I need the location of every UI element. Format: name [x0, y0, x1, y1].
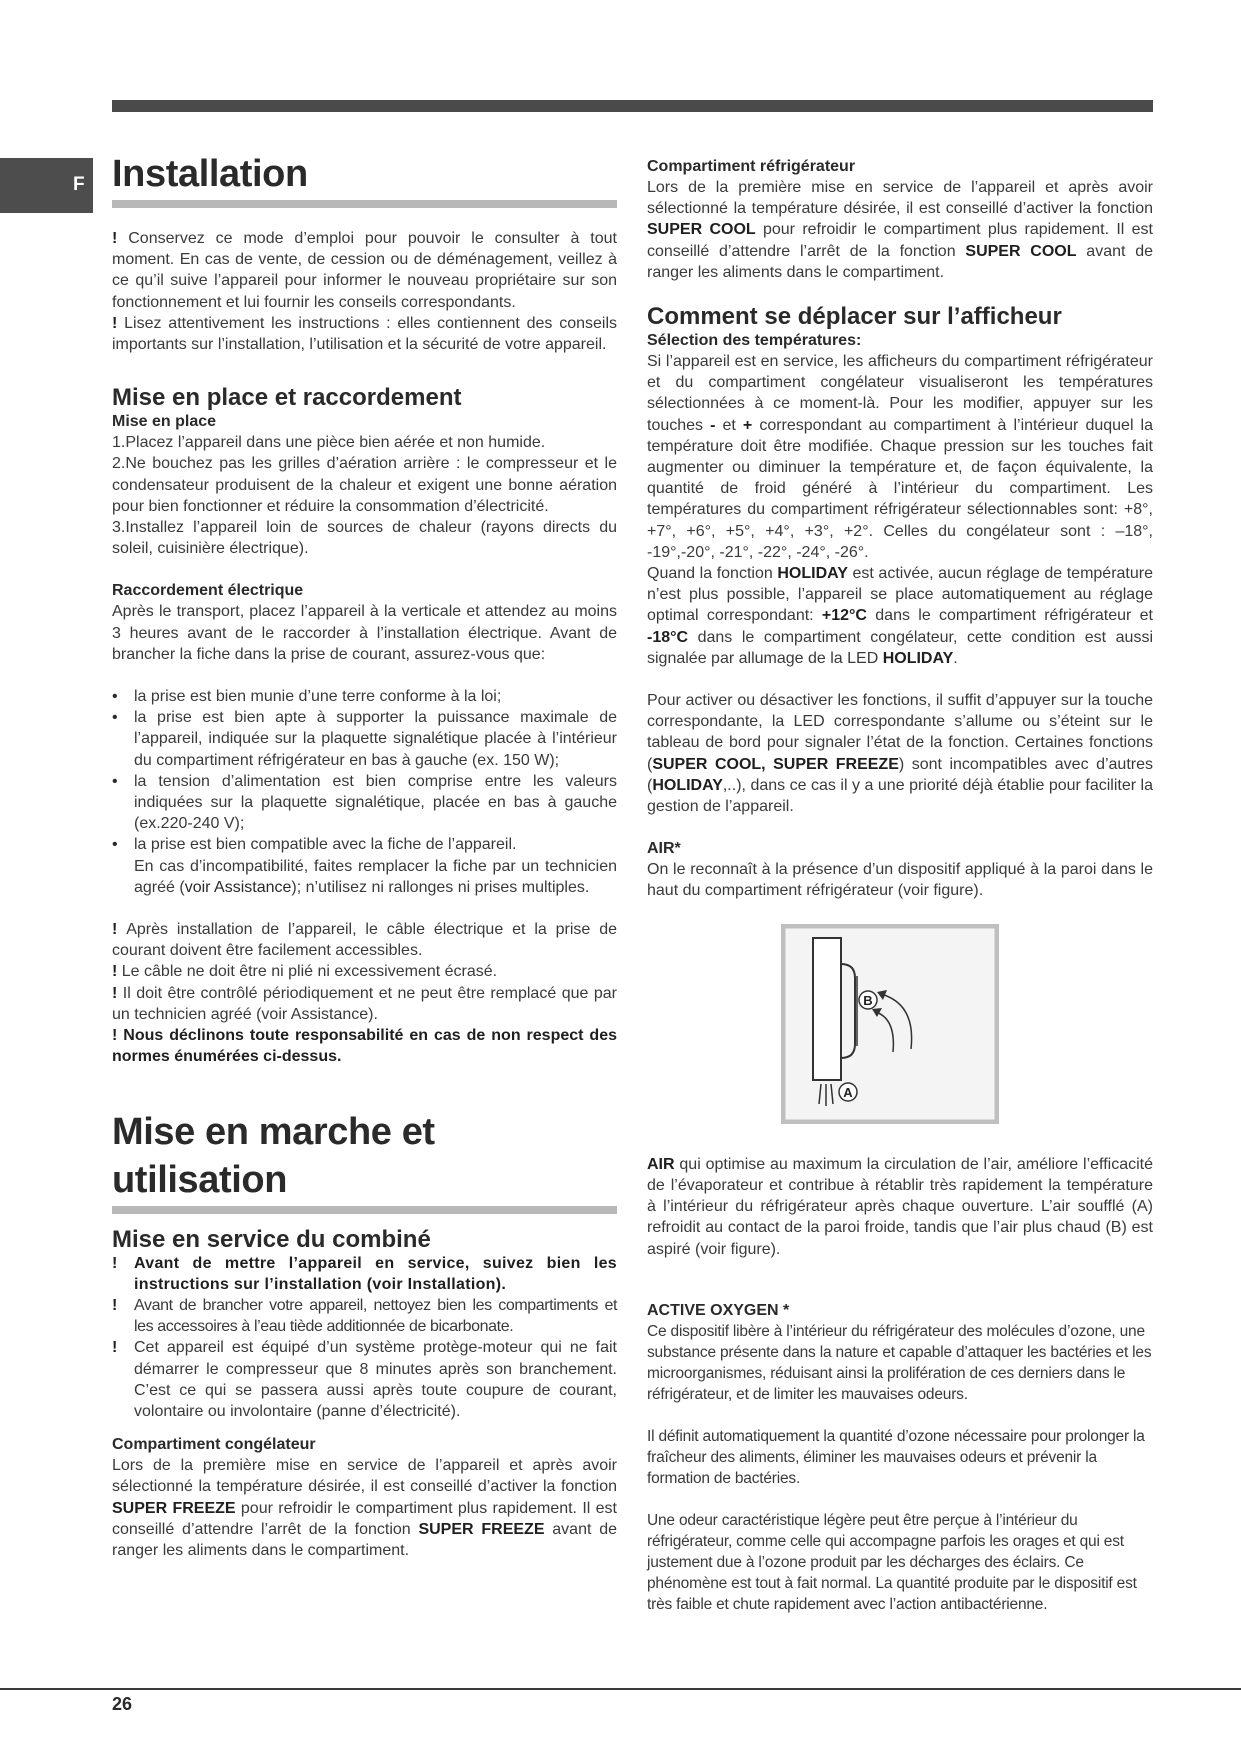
warning-1: ! Après installation de l’appareil, le câble électrique et la prise de courant doivent être facilement accessibles. — [112, 921, 618, 960]
bottom-rule — [0, 1688, 1241, 1690]
oxygen-text-3: Une odeur caractéristique légère peut être perçue à l’intérieur du réfrigérateur, comme celle qui accompagne parfois les orages et qui est justement due à l’ozone produit par les décharges des éclairs. Ce phénomène est tout à fait normal. La quantité produite par le dispositif est très faible et chute rapidement avec l’action antibactérienne. — [647, 1511, 1137, 1613]
startup-subtitle: Mise en service du combiné — [112, 1225, 431, 1253]
placement-subtitle: Mise en place — [112, 413, 217, 431]
placement-step-1: 1.Placez l’appareil dans une pièce bien aérée et non humide. — [112, 434, 546, 452]
freezer-text: Lors de la première mise en service de l’appareil et après avoir sélectionné la température désirée, il est conseillé d’activer la fonction SUPER FREEZE pour refroidir le compartiment plus rapidement. Il est conseillé d’attendre l’arrêt de la fonction SUPER FREEZE avant de ranger les aliments dans le compartiment. — [112, 1457, 618, 1559]
placement-step-3: 3.Installez l’appareil loin de sources de chaleur (rayons directs du soleil, cuisinière électrique). — [112, 519, 617, 558]
installation-intro-2: ! Lisez attentivement les instructions : elles contiennent des conseils importants sur l’installation, l’utilisation et la sécurité de votre appareil. — [112, 314, 618, 354]
air-description: AIR qui optimise au maximum la circulation de l’air, améliore l’efficacité de l’évaporateur et contribue à rétablir très rapidement la température à l’intérieur du réfrigérateur après chaque ouverture. L’air soufflé (A) refroidit au contact de la paroi froide, tandis que l’air plus chaud (B) est aspiré (voir figure). — [647, 1155, 1153, 1258]
fridge-title: Compartiment réfrigérateur — [647, 158, 856, 175]
placement-step-2: 2.Ne bouchez pas les grilles d’aération arrière : le compresseur et le condensateur produisent de la chaleur et exigent une bonne aération pour bien fonctionner et réduire la consommation d’électricité. — [112, 455, 617, 515]
installation-intro-1: ! Conservez ce mode d’emploi pour pouvoir le consulter à tout moment. En cas de vente, de cession ou de déménagement, veillez à ce qu’il suive l’appareil pour informer le nouveau propriétaire sur son fonctionnement et lui fournir les conseils correspondants. — [112, 230, 617, 311]
figure-label-a: A — [843, 1084, 853, 1100]
list-item: • la prise est bien munie d’une terre conforme à la loi; — [112, 686, 617, 707]
language-tab — [0, 158, 93, 213]
top-rule — [112, 100, 1153, 112]
warning-4: ! Nous déclinons toute responsabilité en cas de non respect des normes énumérées ci-dessus. — [112, 1027, 617, 1066]
electric-text: Après le transport, placez l’appareil à la verticale et attendez au moins 3 heures avant de le raccorder à l’installation électrique. Avant de brancher la fiche dans la prise de courant, assurez-vous que: — [112, 603, 617, 663]
air-diagram — [781, 924, 999, 1124]
list-item: • la prise est bien apte à supporter la puissance maximale de l’appareil, indiquée sur la plaquette signalétique placée à l’intérieur du compartiment réfrigérateur en bas à gauche (ex. 150 W); — [112, 707, 617, 771]
temperature-subtitle: Sélection des températures: — [647, 332, 862, 350]
oxygen-text-1: Ce dispositif libère à l’intérieur du réfrigérateur des molécules d’ozone, une substance présente dans la nature et capable d’attaquer les bactéries et les microorganismes, réduisant ainsi la prolifération de ces derniers dans le réfrigérateur, et de limiter les mauvaises odeurs. — [647, 1322, 1152, 1403]
fridge-text: Lors de la première mise en service de l’appareil et après avoir sélectionné la température désirée, il est conseillé d’activer la fonction SUPER COOL pour refroidir le compartiment plus rapidement. Il est conseillé d’attendre l’arrêt de la fonction SUPER COOL avant de ranger les aliments dans le compartiment. — [647, 179, 1154, 281]
oxygen-section — [647, 1321, 1153, 1615]
startup-note-1: ! Avant de mettre l’appareil en service, suivez bien les instructions sur l’installation (voir Installation). — [112, 1254, 617, 1293]
warning-2: ! Le câble ne doit être ni plié ni excessivement écrasé. — [112, 963, 498, 981]
oxygen-title: ACTIVE OXYGEN * — [647, 1301, 790, 1319]
air-title: AIR* — [647, 840, 681, 858]
evaporator-panel — [813, 938, 841, 1080]
holiday-text: Quand la fonction HOLIDAY est activée, aucun réglage de température n’est plus possible, l’appareil se place automatiquement au réglage optimal correspondant: +12°C dans le compartiment réfrigérateur et -18°C dans le compartiment congélateur, cette condition est aussi signalée par allumage de la LED HOLIDAY. — [647, 565, 1153, 667]
temperature-text: Si l’appareil est en service, les afficheurs du compartiment réfrigérateur et du compartiment congélateur visualiseront les températures sélectionnées à ce moment-là. Pour les modifier, appuyer sur les touches - et + correspondant au compartiment à l’intérieur duquel la température doit être modifiée. Chaque pression sur les touches fait augmenter ou diminuer la température et, de façon équivalente, la quantité de froid généré à l’intérieur du compartiment. Les températures du compartiment réfrigérateur sélectionnables sont: +8°, +7°, +6°, +5°, +4°, +3°, +2°. Celles du congélateur sont : –18°, -19°,-20°, -21°, -22°, -24°, -26°. — [647, 353, 1154, 561]
assistance-link[interactable]: voir Assistance — [184, 878, 292, 896]
startup-title: Mise en marche et utilisation — [112, 1110, 435, 1201]
air-text: On le reconnaît à la présence d’un dispositif appliqué à la paroi dans le haut du compartiment réfrigérateur (voir figure). — [647, 861, 1153, 900]
installation-title: Installation — [112, 153, 308, 195]
installation-heading-wrap — [112, 150, 617, 208]
air-figure — [781, 924, 999, 1124]
page-number: 26 — [112, 1694, 133, 1714]
electric-title: Raccordement électrique — [112, 582, 304, 600]
startup-note-3: ! Cet appareil est équipé d’un système protège-moteur qui ne fait démarrer le compresseur que 8 minutes après son branchement. C’est ce qui se passera aussi après toute coupure de courant, volontaire ou involontaire (panne d’électricité). — [112, 1339, 617, 1420]
startup-heading-wrap — [112, 1108, 617, 1214]
oxygen-text-2: Il définit automatiquement la quantité d’ozone nécessaire pour prolonger la fraîcheur des aliments, éliminer les mauvaises odeurs et prévenir la formation de bactéries. — [647, 1427, 1145, 1487]
freezer-title: Compartiment congélateur — [112, 1436, 316, 1454]
language-label: F — [73, 174, 85, 195]
electric-checklist — [112, 686, 617, 898]
list-item: • la prise est bien compatible avec la fiche de l’appareil. En cas d’incompatibilité, faites remplacer la fiche par un technicien agréé (voir Assistance); n’utilisez ni rallonges ni prises multiples. — [112, 834, 617, 898]
functions-text: Pour activer ou désactiver les fonctions, il suffit d’appuyer sur la touche correspondante, la LED correspondante s’allume ou s’éteint sur le tableau de bord pour signaler l’état de la fonction. Certaines fonctions (SUPER COOL, SUPER FREEZE) sont incompatibles avec d’autres (HOLIDAY,..), dans ce cas il y a une priorité déjà établie pour faciliter la gestion de l’appareil. — [647, 692, 1153, 816]
right-column — [647, 156, 1153, 1615]
figure-label-b: B — [863, 992, 873, 1008]
warning-3: ! Il doit être contrôlé périodiquement et ne peut être remplacé que par un technicien agréé (voir Assistance). — [112, 984, 617, 1023]
list-item: • la tension d’alimentation est bien comprise entre les valeurs indiquées sur la plaquette signalétique, placée en bas à gauche (ex.220-240 V); — [112, 771, 617, 835]
display-title: Comment se déplacer sur l’afficheur — [647, 303, 1062, 331]
startup-note-2: ! Avant de brancher votre appareil, nettoyez bien les compartiments et les accessoires à l’eau tiède additionnée de bicarbonate. — [112, 1296, 617, 1336]
placement-title: Mise en place et raccordement — [112, 384, 462, 412]
left-column — [112, 150, 617, 1561]
